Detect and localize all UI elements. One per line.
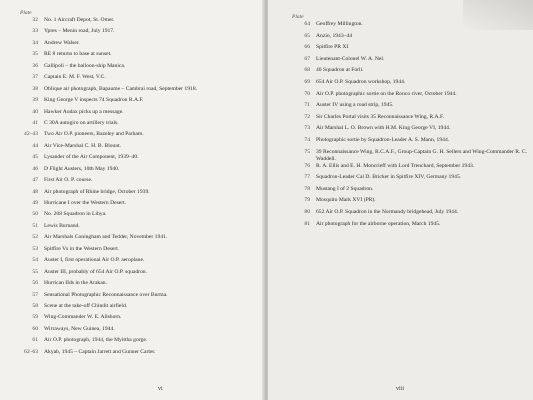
plate-entry bbox=[14, 17, 260, 28]
plate-caption: Mosquito Mark XVI (PR). bbox=[316, 197, 376, 204]
plate-number: 73 bbox=[304, 125, 310, 132]
plate-number: 39 bbox=[32, 97, 38, 104]
plate-entry bbox=[286, 102, 529, 114]
plate-entry bbox=[14, 51, 260, 62]
plate-caption: Mustang I of 2 Squadron. bbox=[316, 185, 374, 192]
plate-entry bbox=[14, 234, 260, 245]
plate-entry bbox=[14, 86, 260, 97]
plate-number: 74 bbox=[304, 136, 310, 143]
plate-entry bbox=[14, 28, 260, 39]
plate-caption: Air Marshals Coningham and Tedder, November 1941. bbox=[44, 234, 168, 241]
plate-caption: Hurricane I over the Western Desert. bbox=[44, 200, 127, 206]
plate-entry bbox=[286, 137, 529, 149]
page-number: viii bbox=[396, 386, 405, 392]
plate-number: 46 bbox=[32, 165, 38, 172]
plate-number: 61 bbox=[32, 337, 38, 344]
right-page bbox=[268, 0, 533, 400]
plate-entry bbox=[14, 257, 260, 268]
plate-caption: Photographic sortie by Squadron-Leader A. S. Mann, 1944. bbox=[316, 136, 450, 143]
plate-caption: 654 Air O.P. Squadron workshop, 1944. bbox=[316, 78, 406, 85]
plate-caption: Sir Charles Portal visits 35 Reconnaissance Wing, R.A.F. bbox=[316, 113, 445, 120]
plate-number: 37 bbox=[32, 74, 38, 81]
plate-number: 77 bbox=[304, 174, 310, 181]
plate-list bbox=[286, 21, 529, 232]
plate-caption: Auster I, first operational Air O.P. aeroplane. bbox=[44, 257, 145, 264]
plate-number: 81 bbox=[304, 220, 310, 227]
plate-entry bbox=[14, 189, 260, 200]
plate-entry bbox=[286, 56, 529, 68]
plate-caption: R. A. Ellis and E. H. Moncrieff with Lord Trenchard, September 1943. bbox=[316, 162, 475, 169]
plate-number: 35 bbox=[32, 51, 38, 58]
plate-column-label: Plate bbox=[20, 10, 32, 16]
plate-number: 56 bbox=[32, 280, 38, 287]
plate-caption: 40 Squadron at Forli. bbox=[316, 67, 364, 74]
plate-entry bbox=[286, 221, 529, 233]
plate-caption: D Flight Austers, 10th May 1940. bbox=[44, 165, 120, 172]
plate-number: 76 bbox=[304, 162, 310, 169]
plate-entry bbox=[286, 67, 529, 79]
plate-entry bbox=[286, 125, 529, 137]
plate-caption: 652 Air O.P. Squadron in the Normandy bridgehead, July 1944. bbox=[316, 208, 459, 215]
plate-caption: RE 8 returns to base at sunset. bbox=[44, 51, 112, 58]
plate-entry bbox=[14, 177, 260, 188]
plate-entry bbox=[14, 314, 260, 325]
plate-caption: Hurrican IIds in the Arakan. bbox=[44, 280, 107, 287]
plate-number: 78 bbox=[304, 185, 310, 192]
plate-caption: 39 Reconnaissance Wing, R.C.A.F., Group-Captain G. H. Sellers and Wing-Commander R. C. Waddell. bbox=[316, 148, 527, 162]
plate-caption: No. 1 Aircraft Depot, St. Omer. bbox=[44, 17, 115, 23]
plate-caption: Akyab, 1945 – Captain Jarrett and Gunner Carter. bbox=[44, 348, 156, 355]
plate-entry bbox=[286, 79, 529, 91]
plate-entry bbox=[14, 109, 260, 120]
plate-caption: Ypres – Menin road, July 1917. bbox=[44, 28, 115, 35]
plate-number: 57 bbox=[32, 291, 38, 298]
plate-entry bbox=[14, 269, 260, 280]
plate-number: 45 bbox=[32, 154, 38, 161]
plate-number: 80 bbox=[304, 208, 310, 215]
plate-number: 51 bbox=[32, 222, 38, 229]
plate-number: 44 bbox=[32, 142, 38, 149]
plate-caption: Auster IV using a road strip, 1945. bbox=[316, 102, 394, 109]
plate-number: 75 bbox=[304, 148, 310, 155]
plate-entry bbox=[14, 40, 260, 51]
plate-number: 69 bbox=[304, 78, 310, 85]
plate-number: 50 bbox=[32, 211, 38, 218]
plate-caption: Oblique air photograph, Bapaume – Cambrai road, September 1918. bbox=[44, 85, 198, 92]
plate-entry bbox=[14, 349, 260, 360]
plate-caption: Two Air O.P. pioneers, Bazeley and Parham. bbox=[44, 131, 144, 138]
plate-number: 70 bbox=[304, 90, 310, 97]
plate-entry bbox=[286, 114, 529, 126]
plate-caption: Air O.P. photographic sortie on the Ronco river, October 1944. bbox=[316, 90, 457, 97]
plate-number: 49 bbox=[32, 200, 38, 206]
plate-number: 67 bbox=[304, 55, 310, 62]
plate-entry bbox=[286, 209, 529, 221]
plate-caption: Auster III, probably of 654 Air O.P. squadron. bbox=[44, 268, 148, 275]
plate-entry bbox=[286, 149, 529, 163]
plate-entry bbox=[14, 211, 260, 222]
plate-number: 40 bbox=[32, 108, 38, 115]
plate-caption: Scene at the take-off Chindit airfield. bbox=[44, 302, 128, 309]
plate-entry bbox=[286, 197, 529, 209]
plate-number: 36 bbox=[32, 62, 38, 69]
plate-caption: Air O.P. photograph, 1944, the Myittha gorge. bbox=[44, 337, 148, 344]
plate-number: 64 bbox=[304, 21, 310, 27]
plate-caption: Hawker Audax picks up a message. bbox=[44, 108, 124, 115]
plate-number: 55 bbox=[32, 268, 38, 275]
plate-entry bbox=[286, 33, 529, 45]
plate-number: 47 bbox=[32, 177, 38, 184]
plate-number: 42–43 bbox=[24, 131, 38, 138]
plate-number: 32 bbox=[32, 17, 38, 23]
plate-caption: Air photograph of Rhine bridge, October 1939. bbox=[44, 188, 150, 195]
plate-entry bbox=[286, 186, 529, 198]
plate-entry bbox=[14, 120, 260, 131]
plate-entry bbox=[14, 166, 260, 177]
plate-number: 52 bbox=[32, 234, 38, 241]
plate-number: 34 bbox=[32, 39, 38, 46]
plate-entry bbox=[14, 143, 260, 154]
plate-number: 79 bbox=[304, 197, 310, 204]
page-shadow bbox=[463, 0, 533, 30]
plate-caption: First Air O. P. course. bbox=[44, 177, 93, 184]
left-page bbox=[0, 0, 266, 400]
plate-caption: Anzio, 1943–44 bbox=[316, 32, 353, 39]
plate-number: 72 bbox=[304, 113, 310, 120]
plate-number: 71 bbox=[304, 102, 310, 109]
plate-entry bbox=[14, 246, 260, 257]
plate-column-label: Plate bbox=[292, 14, 304, 20]
plate-number: 60 bbox=[32, 325, 38, 332]
plate-number: 33 bbox=[32, 28, 38, 35]
plate-caption: Air Marshal L. O. Brown with H.M. King George VI, 1944. bbox=[316, 125, 451, 132]
plate-entry bbox=[286, 91, 529, 103]
plate-caption: Squadron-Leader Cal D. Bricker in Spitfire XIV, Germany 1945. bbox=[316, 174, 462, 181]
plate-caption: King George V inspects 74 Squadron R.A.F. bbox=[44, 97, 144, 104]
plate-entry bbox=[14, 337, 260, 348]
plate-number: 48 bbox=[32, 188, 38, 195]
plate-caption: Gallipoli – the balloon-ship Manica. bbox=[44, 62, 126, 69]
plate-number: 53 bbox=[32, 245, 38, 252]
plate-caption: C 30A autogiro on artillery trials. bbox=[44, 119, 119, 126]
plate-number: 59 bbox=[32, 314, 38, 321]
plate-number: 66 bbox=[304, 44, 310, 51]
plate-caption: No. 208 Squadron in Libya. bbox=[44, 211, 107, 218]
plate-caption: Captain E. M. F. West, V.C. bbox=[44, 74, 106, 81]
plate-entry bbox=[14, 97, 260, 108]
plate-entry bbox=[14, 303, 260, 314]
plate-number: 65 bbox=[304, 32, 310, 39]
plate-caption: Wirraways, New Guinea, 1944. bbox=[44, 325, 115, 332]
plate-number: 58 bbox=[32, 302, 38, 309]
plate-entry bbox=[14, 154, 260, 165]
plate-caption: Spitfire PR XI bbox=[316, 44, 349, 51]
plate-caption: Air Vice-Marshal C. H. B. Blount. bbox=[44, 142, 122, 149]
plate-entry bbox=[286, 174, 529, 186]
plate-entry bbox=[14, 292, 260, 303]
plate-caption: Geoffrey Millington. bbox=[316, 21, 363, 27]
plate-caption: Lieutenant-Colonel W. A. Nel. bbox=[316, 55, 385, 62]
plate-number: 38 bbox=[32, 85, 38, 92]
plate-entry bbox=[286, 44, 529, 56]
plate-entry bbox=[14, 280, 260, 291]
plate-caption: Sensational Photographic Reconnaissance over Burma. bbox=[44, 291, 168, 298]
plate-entry bbox=[14, 131, 260, 142]
plate-number: 68 bbox=[304, 67, 310, 74]
plate-caption: Air photograph for the airborne operation, March 1945. bbox=[316, 220, 441, 227]
plate-entry bbox=[14, 63, 260, 74]
plate-caption: Spitfire Vs in the Western Desert. bbox=[44, 245, 120, 252]
plate-caption: Wing-Commander W. E. Allshorn. bbox=[44, 314, 122, 321]
plate-number: 62–63 bbox=[24, 348, 38, 355]
plate-caption: Andrew Walser. bbox=[44, 39, 80, 46]
plate-entry bbox=[14, 223, 260, 234]
plate-list bbox=[14, 17, 260, 360]
plate-entry bbox=[14, 200, 260, 211]
plate-entry bbox=[14, 74, 260, 85]
plate-entry bbox=[286, 163, 529, 175]
plate-number: 54 bbox=[32, 257, 38, 264]
plate-entry bbox=[14, 326, 260, 337]
plate-number: 41 bbox=[32, 119, 38, 126]
page-number: vi bbox=[158, 386, 163, 392]
plate-caption: Lysander of the Air Component, 1939–40. bbox=[44, 154, 139, 161]
plate-caption: Lewis Burnand. bbox=[44, 222, 80, 229]
